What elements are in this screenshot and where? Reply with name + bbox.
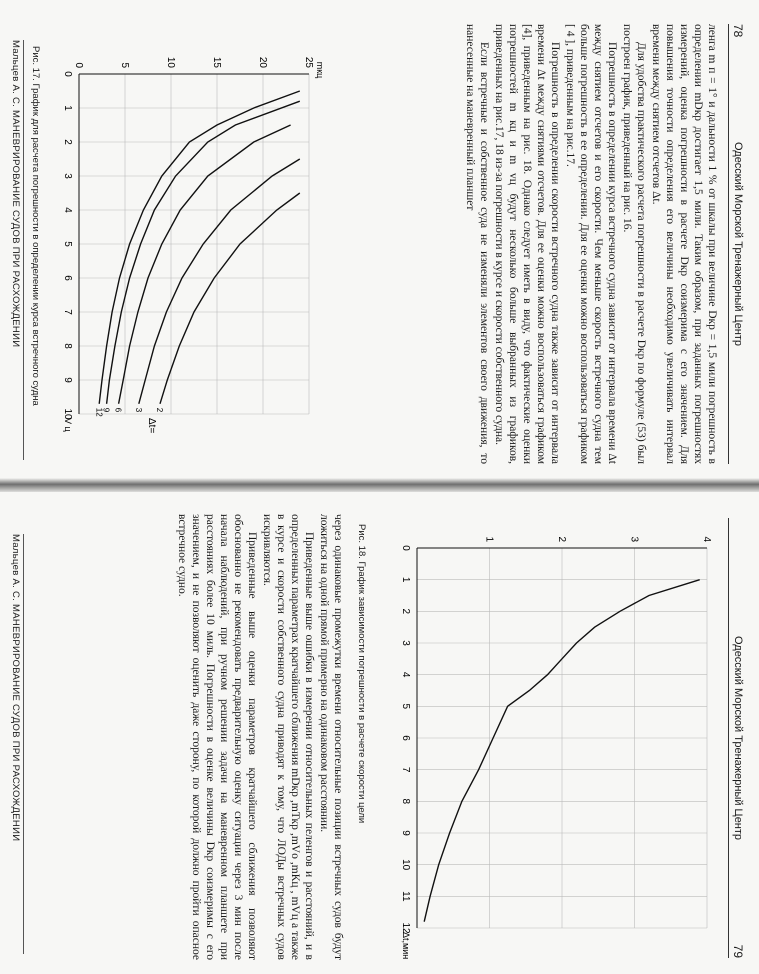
y-axis-label: mкц	[315, 61, 325, 79]
page-header	[728, 518, 745, 958]
y-tick-label: 20	[257, 56, 268, 68]
x-tick-label: 9	[400, 830, 411, 836]
y-tick-label: 25	[303, 56, 314, 68]
paragraph: Если встречные и собственное суда не изменяли элементов своего движения, то нанесенные на маневренный планшет	[464, 24, 490, 464]
y-tick-label: 4	[701, 536, 712, 542]
y-tick-label: 15	[211, 56, 222, 68]
series-line	[119, 125, 291, 404]
x-tick-label: 5	[62, 241, 73, 247]
fig18-caption: Рис. 18. График зависимости погрешности в расчете скорости цели	[356, 524, 367, 824]
page-header	[728, 24, 745, 464]
paragraph: Погрешность в определении скорости встречного судна также зависит от интервала времени Δt между снятиями отсчетов. Для ее оценки можно воспользоваться графиком [4], приведенным на рис. 18. Однако следует иметь в виду, что фактические оценки погрешностей m кц и m vц будут несколько больше выбранных из графиков, приведенных на рис.17, 18 из-за погрешности в курсе и скорости собственного судна.	[493, 24, 561, 464]
x-axis-label: V ц	[63, 418, 73, 432]
y-tick-label: 3	[628, 536, 640, 542]
x-tick-label: 10	[62, 408, 73, 420]
x-axis-label: Δt,мин	[401, 932, 411, 960]
series-line	[99, 91, 300, 404]
paragraph: Приведенные выше ошибки в измерении относительных пеленгов и расстояний, и в определенных параметрах кратчайшего сближения mDкр ,mТкр ,mVо ,mКц , mVц а также в курсе и скорости собственного судна приводят к тому, что ЛОДы встречных судов искривляются.	[261, 514, 315, 960]
x-tick-label: 2	[400, 608, 411, 615]
x-tick-label: 8	[400, 798, 411, 805]
x-tick-label: 4	[400, 671, 411, 678]
page-number: 78	[731, 24, 745, 38]
x-tick-label: 3	[62, 173, 73, 179]
paragraph: через одинаковые промежутки времени относительные позиции встречных судов будут ложиться на одной прямой примерно на одинаковом расстоянии.	[318, 514, 344, 960]
x-tick-label: 3	[400, 640, 411, 646]
x-tick-label: 7	[400, 766, 411, 773]
x-tick-label: 11	[400, 891, 411, 902]
x-tick-label: 6	[62, 275, 73, 281]
x-tick-label: 0	[62, 71, 73, 77]
page-79	[0, 494, 759, 974]
header-title: Одесский Морской Тренажерный Центр	[732, 141, 744, 347]
x-tick-label: 9	[62, 377, 73, 383]
x-tick-label: 4	[62, 207, 73, 213]
chart-fig17	[49, 40, 329, 460]
series-line	[107, 101, 300, 404]
x-tick-label: 1	[400, 576, 411, 583]
y-tick-label: 2	[556, 536, 567, 542]
x-tick-label: 6	[400, 735, 411, 741]
fig17-caption: Рис. 17. График для расчета погрешности в определении курса встречного судна	[30, 46, 41, 406]
body-text	[462, 24, 719, 464]
series-label: 2	[154, 407, 164, 413]
series-label: 12	[94, 407, 104, 417]
x-tick-label: 12	[400, 922, 411, 934]
x-tick-label: 5	[400, 703, 411, 710]
page-footer: Мальцев А. С. МАНЕВРИРОВАНИЕ СУДОВ ПРИ РАСХОЖДЕНИИ	[10, 40, 24, 460]
y-tick-label: 10	[165, 56, 176, 68]
header-title: Одесский Морской Тренажерный Центр	[732, 635, 744, 841]
series-line	[160, 193, 300, 404]
series-label: 6	[113, 407, 123, 413]
page-78	[0, 0, 759, 480]
x-tick-label: 2	[62, 139, 73, 145]
y-tick-label: 0	[73, 62, 84, 68]
paragraph: Приведенные выше оценки параметров кратчайшего сближения позволяют обоснованно не рекомендовать предварительную оценку ситуации через 3 мин после начала наблюдений, при ручном решении задачи на маневренном планшете при расстояниях более 10 миль. Погрешности в оценке величины Dкр соизмеримы с его значением, и не позволяют оценить даже сторону, по которой должно пройти опасное встречное судно.	[176, 514, 258, 960]
series-label: 9	[101, 407, 111, 413]
series-label: 3	[133, 407, 143, 413]
paragraph: Для удобства практического расчета погрешности в расчете Dкр по формуле (53) был построен график, приведенный на рис. 16.	[621, 24, 647, 464]
x-tick-label: 0	[400, 545, 411, 551]
x-tick-label: 7	[62, 309, 73, 315]
body-text	[174, 514, 345, 960]
x-tick-label: 1	[62, 105, 73, 111]
x-tick-label: 10	[400, 859, 411, 871]
y-tick-label: 5	[119, 62, 130, 68]
page-number: 79	[731, 944, 745, 958]
page-footer: Мальцев А. С. МАНЕВРИРОВАНИЕ СУДОВ ПРИ РАСХОЖДЕНИИ	[10, 534, 24, 954]
y-tick-label: 1	[483, 536, 495, 542]
legend-title: Δt=	[146, 418, 157, 434]
paragraph: ленга m п = 1° и дальности 1 % от шкалы при величине Dкр = 1,5 мили погрешность в определении mDкр достигает 1,5 мили. Таким образом, при заданных погрешностях измерений, оценка погрешности в расчете Dкр соизмерима с его значением. Для повышения точности определения его величины необходимо увеличивать интервал времени между снятием отсчетов Δt.	[650, 24, 718, 464]
x-tick-label: 8	[62, 343, 73, 349]
paragraph: Погрешность в определении курса встречного судна зависит от интервала времени Δt между снятием отсчетов и его скорости. Чем меньше скорость встречного судна тем больше погрешность в ее определении. Для ее оценки можно воспользоваться графиком [ 4 ], приведенным на рис.17.	[564, 24, 618, 464]
chart-fig18	[379, 514, 719, 964]
